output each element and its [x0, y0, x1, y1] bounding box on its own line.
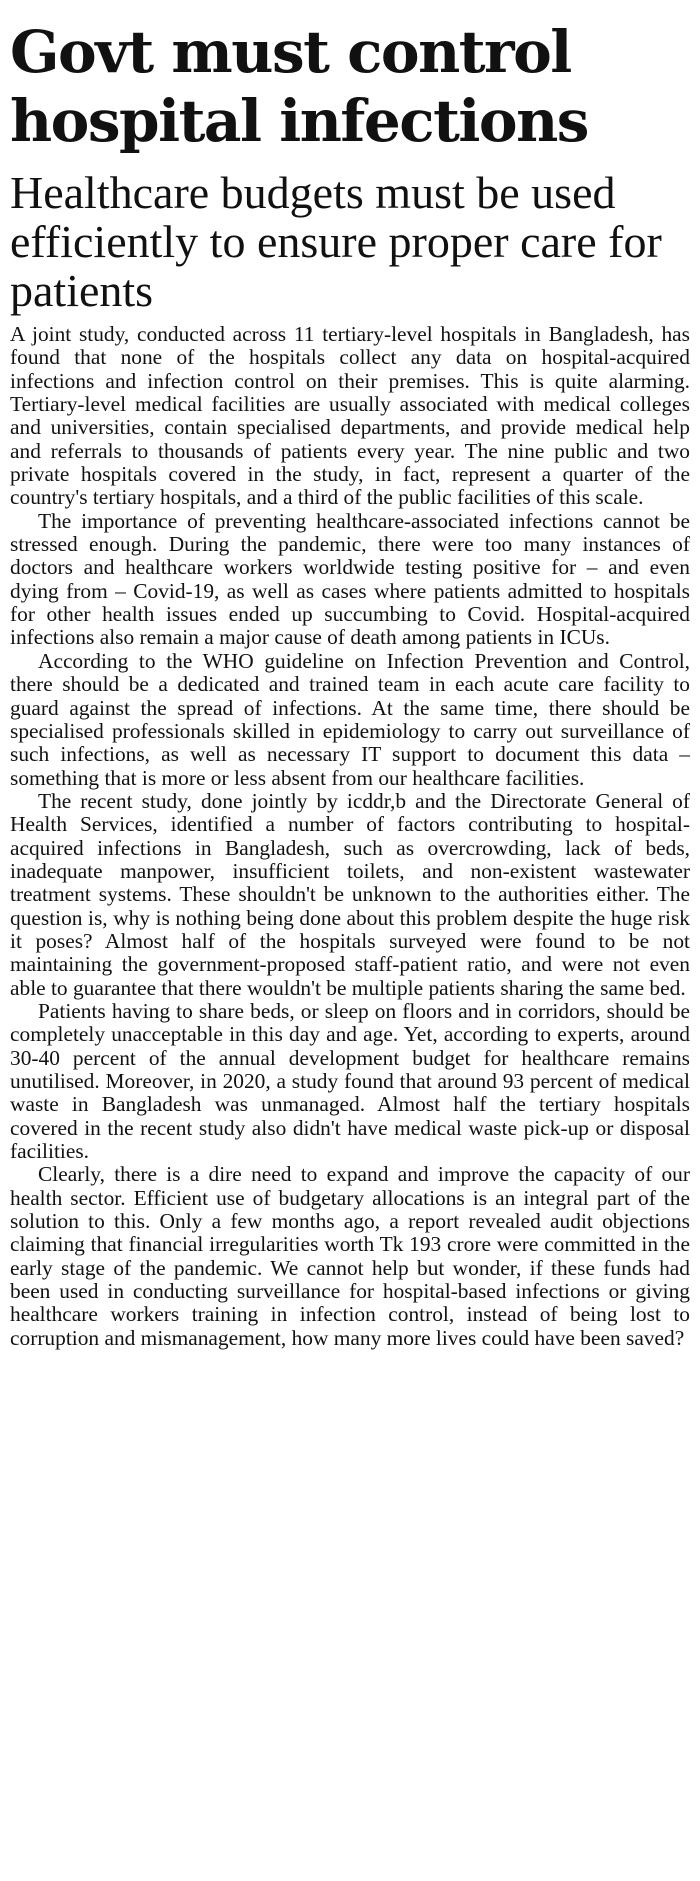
paragraph-2: The importance of preventing healthcare-associated infections cannot be stressed enough. During the pandemic, there were too many instances of doctors and healthcare workers worldwide testing positive for – and even dying from – Covid-19, as well as cases where patients admitted to hospitals for other health issues ended up succumbing to Covid. Hospital-acquired infections also remain a major cause of death among patients in ICUs.	[10, 508, 690, 650]
paragraph-6: Clearly, there is a dire need to expand and improve the capacity of our health sector. Efficient use of budgetary allocations is an integral part of the solution to this. Only a few months ago, a report revealed audit objections claiming that financial irregularities worth Tk 193 crore were committed in the early stage of the pandemic. We cannot help but wonder, if these funds had been used in conducting surveillance for hospital-based infections or giving healthcare workers training in infection control, instead of being lost to corruption and mismanagement, how many more lives could have been saved?	[10, 1162, 690, 1350]
headline: Govt must control hospital infections	[10, 18, 588, 155]
paragraph-5: Patients having to share beds, or sleep on floors and in corridors, should be completely unacceptable in this day and age. Yet, according to experts, around 30-40 percent of the annual development budget for healthcare remains unutilised. Moreover, in 2020, a study found that around 93 percent of medical waste in Bangladesh was unmanaged. Almost half the tertiary hospitals covered in the recent study also didn't have medical waste pick-up or disposal facilities.	[10, 998, 690, 1164]
paragraph-1: A joint study, conducted across 11 tertiary-level hospitals in Bangladesh, has found that none of the hospitals collect any data on hospital-acquired infections and infection control on their premises. This is quite alarming. Tertiary-level medical facilities are usually associated with medical colleges and universities, contain specialised departments, and provide medical help and referrals to thousands of patients every year. The nine public and two private hospitals covered in the study, in fact, represent a quarter of the country's tertiary hospitals, and a third of the public facilities of this scale.	[10, 322, 690, 510]
paragraph-4: The recent study, done jointly by icddr,b and the Directorate General of Health Services, identified a number of factors contributing to hospital-acquired infections in Bangladesh, such as overcrowding, lack of beds, inadequate manpower, insufficient toilets, and non-existent wastewater treatment systems. These shouldn't be unknown to the authorities either. The question is, why is nothing being done about this problem despite the huge risk it poses? Almost half of the hospitals surveyed were found to be not maintaining the government-proposed staff-patient ratio, and were not even able to guarantee that there wouldn't be multiple patients sharing the same bed.	[10, 788, 690, 1000]
subheadline: Healthcare budgets must be used efficiently to ensure proper care for patients	[10, 167, 662, 316]
paragraph-3: According to the WHO guideline on Infection Prevention and Control, there should be a dedicated and trained team in each acute care facility to guard against the spread of infections. At the same time, there should be specialised professionals skilled in epidemiology to carry out surveillance of such infections, as well as necessary IT support to document this data – something that is more or less absent from our healthcare facilities.	[10, 648, 690, 790]
article-body	[10, 323, 690, 1350]
